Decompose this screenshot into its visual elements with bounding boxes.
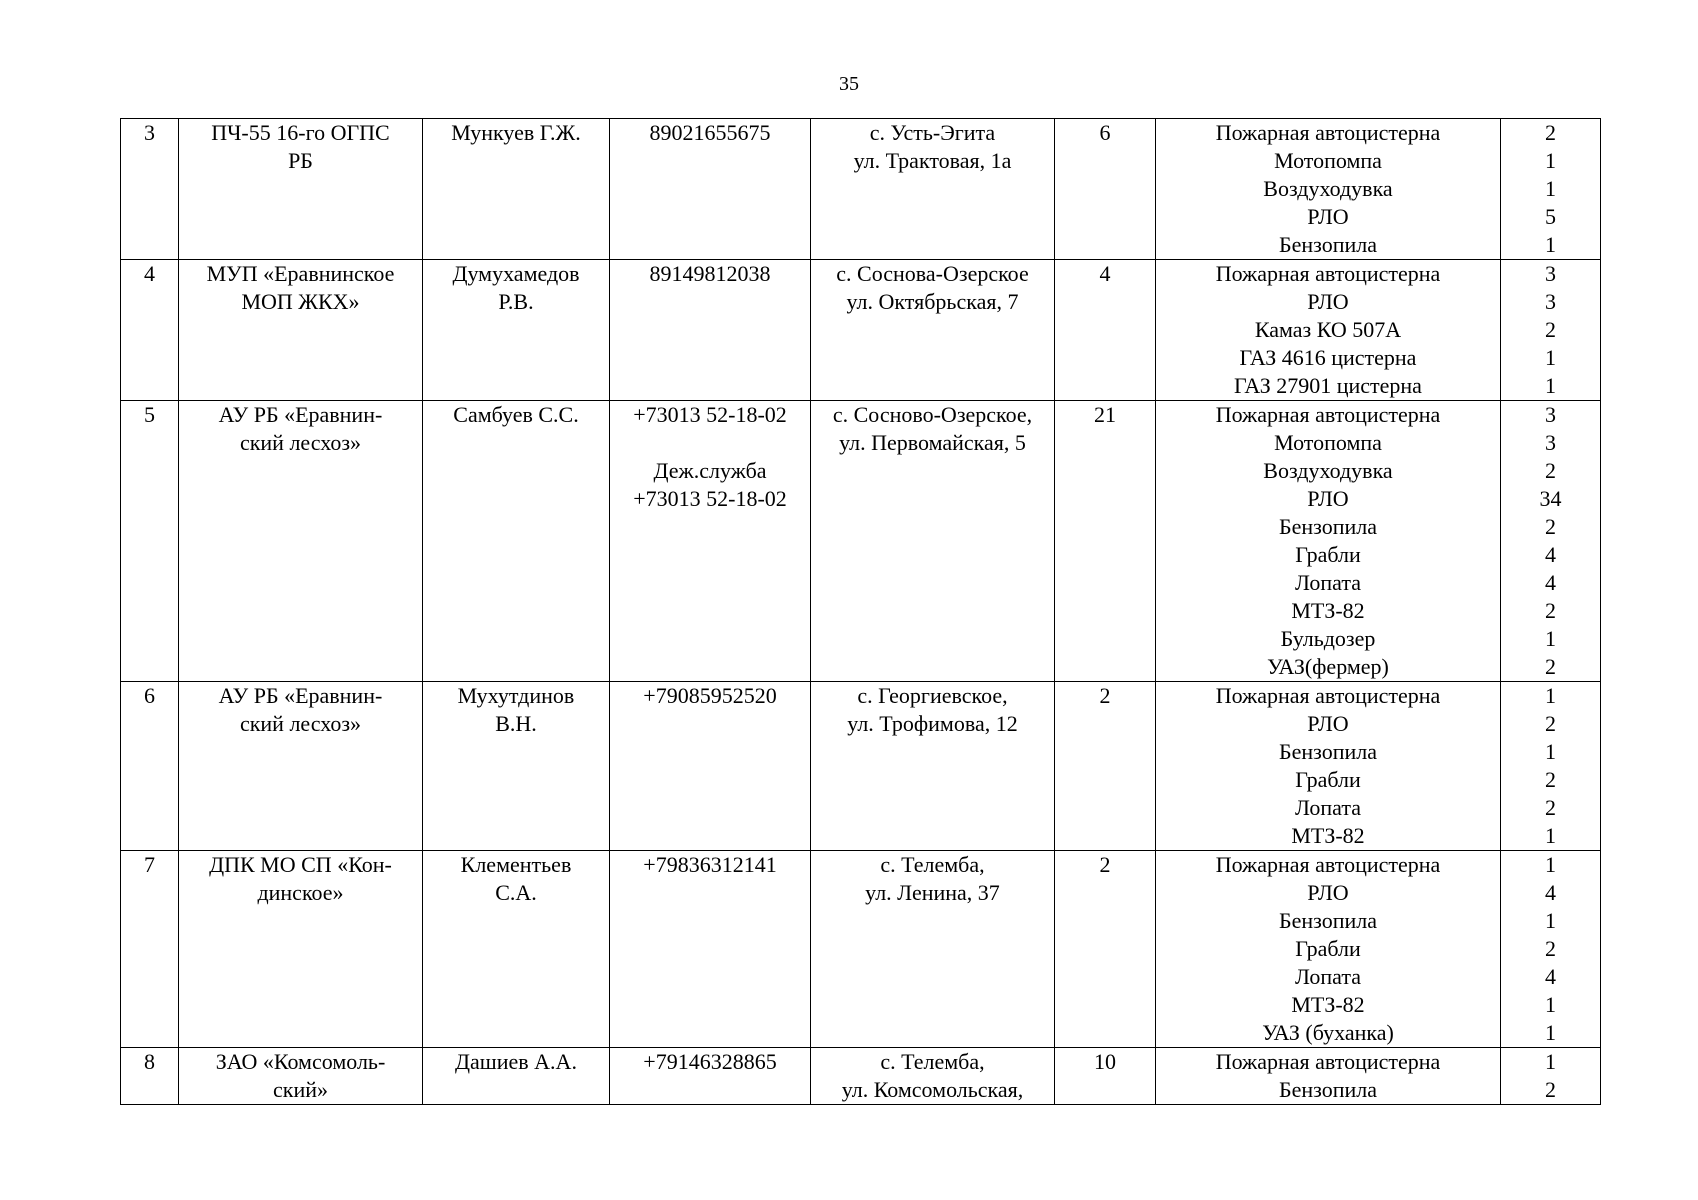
address-line: ул. Трактовая, 1а — [853, 148, 1012, 173]
equipment-count-line: 2 — [1545, 598, 1556, 623]
organization-line: ский лесхоз» — [239, 430, 362, 455]
staff-count-text: 21 — [1094, 402, 1116, 427]
equipment-count-line: 34 — [1539, 486, 1562, 511]
organization-line: АУ РБ «Еравнин- — [218, 402, 383, 427]
equipment-count-line: 3 — [1545, 261, 1556, 286]
responsible-person-line: В.Н. — [495, 711, 537, 736]
table-row — [121, 260, 1601, 401]
row-number-cell — [121, 119, 179, 260]
equipment-count-cell — [1501, 119, 1601, 260]
equipment-count-line: 3 — [1545, 289, 1556, 314]
phone-line: +79146328865 — [643, 1049, 777, 1074]
equipment-line: Бензопила — [1278, 1077, 1378, 1102]
phone-line: 89149812038 — [649, 261, 771, 286]
address-cell — [811, 401, 1055, 682]
row-number-cell — [121, 260, 179, 401]
organization-line: РБ — [288, 148, 313, 173]
blank-line — [614, 429, 806, 457]
equipment-line: Бульдозер — [1280, 626, 1376, 651]
equipment-line: МТЗ-82 — [1291, 823, 1365, 848]
equipment-line: Бензопила — [1278, 739, 1378, 764]
phone-line: 89021655675 — [649, 120, 771, 145]
address-cell — [811, 260, 1055, 401]
equipment-count-line: 2 — [1545, 654, 1556, 679]
phone-cell — [610, 260, 811, 401]
organization-line: ЗАО «Комсомоль- — [215, 1049, 386, 1074]
equipment-count-line: 1 — [1545, 1049, 1556, 1074]
staff-count-text: 2 — [1099, 852, 1111, 877]
page-number: 35 — [839, 73, 859, 95]
equipment-count-line: 1 — [1545, 823, 1556, 848]
responsible-person-cell — [423, 1048, 610, 1105]
staff-count-cell — [1055, 1048, 1156, 1105]
responsible-person-line: Р.В. — [498, 289, 534, 314]
equipment-count-line: 3 — [1545, 430, 1556, 455]
equipment-line: ГАЗ 4616 цистерна — [1239, 345, 1417, 370]
responsible-person-line: Мухутдинов — [457, 683, 575, 708]
address-line: с. Соснова-Озерское — [836, 261, 1029, 286]
equipment-line: РЛО — [1307, 880, 1349, 905]
equipment-line: Грабли — [1295, 936, 1361, 961]
equipment-count-line: 2 — [1545, 795, 1556, 820]
equipment-line: МТЗ-82 — [1291, 598, 1365, 623]
equipment-line: РЛО — [1307, 204, 1349, 229]
staff-count-text: 2 — [1099, 683, 1111, 708]
responsible-person-cell — [423, 119, 610, 260]
equipment-line: УАЗ (буханка) — [1262, 1020, 1394, 1045]
responsible-person-cell — [423, 682, 610, 851]
equipment-count-line: 2 — [1545, 767, 1556, 792]
equipment-count-line: 1 — [1545, 683, 1556, 708]
phone-cell — [610, 851, 811, 1048]
responsible-person-line: Клементьев — [460, 852, 572, 877]
row-number-text: 5 — [144, 402, 155, 427]
equipment-count-line: 2 — [1545, 120, 1556, 145]
equipment-count-line: 1 — [1545, 232, 1556, 257]
organization-cell — [179, 119, 423, 260]
table-row — [121, 401, 1601, 682]
row-number-text: 8 — [144, 1049, 155, 1074]
equipment-count-line: 3 — [1545, 402, 1556, 427]
equipment-line: ГАЗ 27901 цистерна — [1234, 373, 1422, 398]
responsible-person-line: Дашиев А.А. — [455, 1049, 577, 1074]
equipment-cell — [1156, 1048, 1501, 1105]
responsible-person-line: С.А. — [495, 880, 537, 905]
staff-count-cell — [1055, 682, 1156, 851]
equipment-line: Мотопомпа — [1274, 430, 1382, 455]
staff-count-text: 6 — [1099, 120, 1111, 145]
equipment-count-line: 1 — [1545, 908, 1556, 933]
phone-cell — [610, 401, 811, 682]
equipment-count-line: 2 — [1545, 1077, 1556, 1102]
equipment-count-cell — [1501, 851, 1601, 1048]
equipment-count-line: 2 — [1545, 317, 1556, 342]
staff-count-cell — [1055, 119, 1156, 260]
address-line: ул. Трофимова, 12 — [847, 711, 1018, 736]
organization-cell — [179, 401, 423, 682]
equipment-line: РЛО — [1307, 289, 1349, 314]
equipment-line: Грабли — [1295, 542, 1361, 567]
equipment-count-line: 4 — [1545, 964, 1556, 989]
equipment-line: Пожарная автоцистерна — [1215, 683, 1441, 708]
equipment-count-line: 1 — [1545, 373, 1556, 398]
equipment-cell — [1156, 260, 1501, 401]
equipment-count-cell — [1501, 1048, 1601, 1105]
row-number-cell — [121, 851, 179, 1048]
equipment-line: УАЗ(фермер) — [1267, 654, 1389, 679]
equipment-count-line: 1 — [1545, 739, 1556, 764]
phone-line: +73013 52-18-02 — [633, 402, 787, 427]
address-cell — [811, 119, 1055, 260]
equipment-count-line: 1 — [1545, 345, 1556, 370]
phone-line: +73013 52-18-02 — [633, 486, 787, 511]
phone-line: Деж.служба — [653, 458, 767, 483]
row-number-text: 7 — [144, 852, 155, 877]
address-line: с. Георгиевское, — [857, 683, 1008, 708]
table-row — [121, 119, 1601, 260]
phone-cell — [610, 1048, 811, 1105]
address-cell — [811, 851, 1055, 1048]
equipment-line: Лопата — [1295, 570, 1361, 595]
staff-count-text: 4 — [1099, 261, 1111, 286]
equipment-count-line: 1 — [1545, 148, 1556, 173]
equipment-count-line: 1 — [1545, 992, 1556, 1017]
row-number-cell — [121, 401, 179, 682]
equipment-cell — [1156, 119, 1501, 260]
organization-cell — [179, 1048, 423, 1105]
address-line: ул. Ленина, 37 — [865, 880, 1000, 905]
organization-cell — [179, 260, 423, 401]
responsible-person-line: Мункуев Г.Ж. — [451, 120, 581, 145]
responsible-person-cell — [423, 260, 610, 401]
row-number-cell — [121, 1048, 179, 1105]
phone-cell — [610, 682, 811, 851]
equipment-count-line: 2 — [1545, 458, 1556, 483]
organization-cell — [179, 682, 423, 851]
equipment-line: МТЗ-82 — [1291, 992, 1365, 1017]
equipment-count-line: 1 — [1545, 852, 1556, 877]
staff-count-cell — [1055, 851, 1156, 1048]
address-cell — [811, 682, 1055, 851]
responsible-person-line: Думухамедов — [452, 261, 580, 286]
equipment-line: Мотопомпа — [1274, 148, 1382, 173]
row-number-text: 6 — [144, 683, 155, 708]
address-line: с. Сосново-Озерское, — [832, 402, 1033, 427]
address-line: ул. Октябрьская, 7 — [846, 289, 1019, 314]
equipment-line: РЛО — [1307, 486, 1349, 511]
equipment-line: Пожарная автоцистерна — [1215, 261, 1441, 286]
address-line: с. Телемба, — [880, 1049, 985, 1074]
equipment-cell — [1156, 401, 1501, 682]
organization-cell — [179, 851, 423, 1048]
equipment-count-line: 5 — [1545, 204, 1556, 229]
address-line: с. Усть-Эгита — [869, 120, 996, 145]
phone-cell — [610, 119, 811, 260]
address-cell — [811, 1048, 1055, 1105]
equipment-line: РЛО — [1307, 711, 1349, 736]
responsible-person-line: Самбуев С.С. — [453, 402, 579, 427]
responsible-person-cell — [423, 851, 610, 1048]
equipment-line: Камаз КО 507А — [1254, 317, 1402, 342]
equipment-line: Пожарная автоцистерна — [1215, 120, 1441, 145]
equipment-count-cell — [1501, 260, 1601, 401]
table-row — [121, 851, 1601, 1048]
organization-line: МУП «Еравнинское — [206, 261, 395, 286]
phone-line: +79836312141 — [643, 852, 777, 877]
equipment-count-line: 4 — [1545, 542, 1556, 567]
equipment-line: Пожарная автоцистерна — [1215, 1049, 1441, 1074]
equipment-line: Бензопила — [1278, 514, 1378, 539]
equipment-line: Лопата — [1295, 795, 1361, 820]
equipment-count-line: 1 — [1545, 626, 1556, 651]
equipment-cell — [1156, 682, 1501, 851]
table-row — [121, 1048, 1601, 1105]
staff-count-text: 10 — [1094, 1049, 1116, 1074]
equipment-count-line: 2 — [1545, 514, 1556, 539]
equipment-line: Грабли — [1295, 767, 1361, 792]
table-body — [121, 119, 1601, 1105]
equipment-line: Лопата — [1295, 964, 1361, 989]
equipment-count-line: 4 — [1545, 570, 1556, 595]
organization-line: ский» — [273, 1077, 328, 1102]
table-row — [121, 682, 1601, 851]
organization-line: динское» — [257, 880, 344, 905]
equipment-count-line: 2 — [1545, 936, 1556, 961]
responsible-person-cell — [423, 401, 610, 682]
equipment-count-cell — [1501, 682, 1601, 851]
resources-table — [120, 118, 1601, 1105]
equipment-line: Пожарная автоцистерна — [1215, 402, 1441, 427]
organization-line: МОП ЖКХ» — [241, 289, 360, 314]
staff-count-cell — [1055, 260, 1156, 401]
equipment-count-cell — [1501, 401, 1601, 682]
equipment-line: Бензопила — [1278, 908, 1378, 933]
staff-count-cell — [1055, 401, 1156, 682]
organization-line: ПЧ-55 16-го ОГПС — [211, 120, 390, 145]
equipment-line: Бензопила — [1278, 232, 1378, 257]
organization-line: АУ РБ «Еравнин- — [218, 683, 383, 708]
row-number-cell — [121, 682, 179, 851]
address-line: ул. Комсомольская, — [841, 1077, 1024, 1102]
organization-line: ский лесхоз» — [239, 711, 362, 736]
equipment-line: Пожарная автоцистерна — [1215, 852, 1441, 877]
equipment-line: Воздуходувка — [1263, 458, 1393, 483]
phone-line: +79085952520 — [643, 683, 777, 708]
equipment-cell — [1156, 851, 1501, 1048]
row-number-text: 4 — [144, 261, 155, 286]
equipment-count-line: 4 — [1545, 880, 1556, 905]
equipment-count-line: 1 — [1545, 176, 1556, 201]
organization-line: ДПК МО СП «Кон- — [209, 852, 392, 877]
address-line: ул. Первомайская, 5 — [839, 430, 1026, 455]
address-line: с. Телемба, — [880, 852, 985, 877]
equipment-count-line: 1 — [1545, 1020, 1556, 1045]
equipment-line: Воздуходувка — [1263, 176, 1393, 201]
equipment-count-line: 2 — [1545, 711, 1556, 736]
row-number-text: 3 — [144, 120, 155, 145]
